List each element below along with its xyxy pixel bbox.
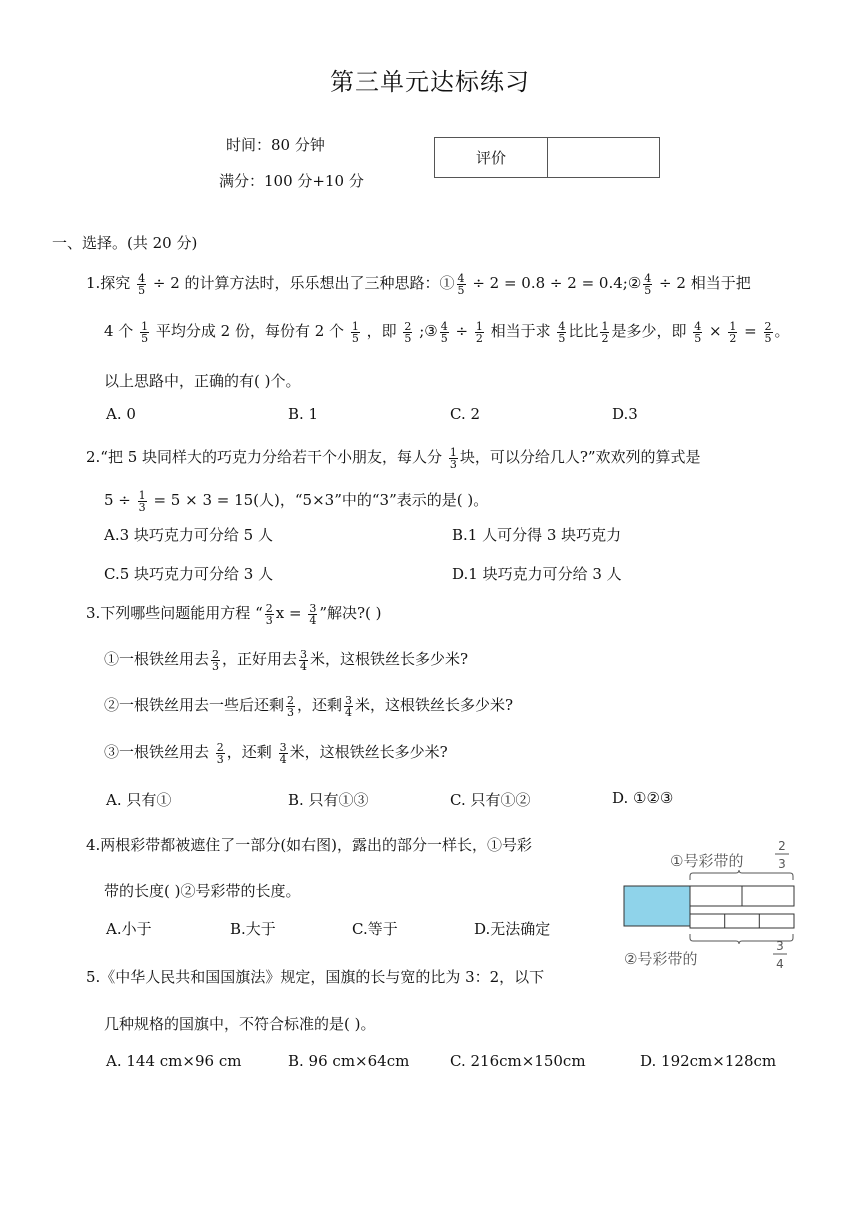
question-3-statement-3: ③一根铁丝用去 $\frac{2}{3}$ ，还剩 $\frac{3}{4}$ 米，这根铁丝长多少米? [104,740,448,766]
question-5-line-2: 几种规格的国旗中，不符合标准的是( )。 [104,1015,376,1033]
question-4-line-1: 4.两根彩带都被遮住了一部分(如右图)，露出的部分一样长，①号彩 [86,836,533,854]
ribbon-figure [620,838,800,988]
q2-option-d[interactable]: D.1 块巧克力可分给 3 人 [452,565,622,583]
question-1-line-3: 以上思路中，正确的有( )个。 [104,372,301,390]
question-3-statement-1: ①一根铁丝用去 $\frac{2}{3}$ ，正好用去 $\frac{3}{4}$ 米，这根铁丝长多少米? [104,647,469,673]
fraction: $\frac{4}{5}$ [457,271,465,297]
evaluation-table [434,137,660,178]
question-5-line-1: 5.《中华人民共和国国旗法》规定，国旗的长与宽的比为 3：2，以下 [86,968,545,986]
question-2-line-1: 2.“把 5 块同样大的巧克力分给若干个小朋友，每人分 $\frac{1}{3}$ 块，可以分给几人?”欢欢列的算式是 [86,445,701,471]
fraction: $\frac{1}{2}$ [601,319,609,345]
q1-option-d[interactable]: D.3 [612,405,638,423]
q4-option-d[interactable]: D.无法确定 [474,920,551,938]
fraction: $\frac{4}{5}$ [138,271,146,297]
fraction: $\frac{1}{3}$ [449,445,457,471]
q1-option-b[interactable]: B. 1 [288,405,319,423]
question-4-line-2: 带的长度( )②号彩带的长度。 [104,882,301,900]
fraction: $\frac{1}{2}$ [475,319,483,345]
question-1-line-2: 4 个 $\frac{1}{5}$ 平均分成 2 份，每份有 2 个 $\frac{1}{5}$ ，即 $\frac{2}{5}$ ;③ $\frac{4}{5}$ ÷ $\frac{1}{2}$ 相当于求 $\frac{4}{5}$ 比比 $\frac{1}{2}$ 是多少，即 $\frac{4}{5}$ × $\frac{1}{2}$ = $\frac{2}{5}$ 。 [104,319,790,345]
fraction: $\frac{1}{5}$ [141,319,149,345]
question-3-line-1: 3.下列哪些问题能用方程 “ $\frac{2}{3}$ x = $\frac{3}{4}$ ”解决?( ) [86,601,382,627]
q4-option-a[interactable]: A.小于 [106,920,152,938]
cover-block [624,886,690,926]
q1-option-c[interactable]: C. 2 [450,405,481,423]
ribbon-1-brace [690,870,793,880]
q3-option-b[interactable]: B. 只有①③ [288,791,369,809]
fraction: $\frac{2}{3}$ [287,693,295,719]
q4-option-b[interactable]: B.大于 [230,920,276,938]
fraction: $\frac{2}{5}$ [764,319,772,345]
fraction: $\frac{4}{5}$ [558,319,566,345]
ribbon-1-fraction-den: 3 [778,857,786,871]
ribbon-2 [690,914,794,928]
q3-option-c[interactable]: C. 只有①② [450,791,531,809]
time-info: 时间：80 分钟 [226,136,325,154]
fraction: $\frac{3}{4}$ [309,601,317,627]
q5-option-d[interactable]: D. 192cm×128cm [640,1052,777,1070]
question-1-line-1: 1.探究 $\frac{4}{5}$ ÷ 2 的计算方法时，乐乐想出了三种思路：① $\frac{4}{5}$ ÷ 2 = 0.8 ÷ 2 = 0.4;② $\frac{4}{5}$ ÷ 2 相当于把 [86,271,751,297]
fraction: $\frac{2}{5}$ [404,319,412,345]
fraction: $\frac{4}{5}$ [694,319,702,345]
ribbon-1-fraction-num: 2 [778,839,786,853]
fraction: $\frac{1}{2}$ [729,319,737,345]
q1-option-a[interactable]: A. 0 [106,405,136,423]
fraction: $\frac{2}{3}$ [216,740,224,766]
q4-option-c[interactable]: C.等于 [352,920,398,938]
q3-option-a[interactable]: A. 只有① [106,791,172,809]
fraction: $\frac{2}{3}$ [265,601,273,627]
section-heading: 一、选择。(共 20 分) [52,234,198,252]
score-info: 满分：100 分+10 分 [219,172,364,190]
fraction: $\frac{1}{5}$ [351,319,359,345]
q2-option-b[interactable]: B.1 人可分得 3 块巧克力 [452,526,622,544]
q5-option-b[interactable]: B. 96 cm×64cm [288,1052,410,1070]
ribbon-2-label: ②号彩带的 [624,950,698,968]
q5-option-a[interactable]: A. 144 cm×96 cm [106,1052,242,1070]
page-title: 第三单元达标练习 [330,68,530,96]
fraction: $\frac{4}{5}$ [644,271,652,297]
q2-option-c[interactable]: C.5 块巧克力可分给 3 人 [104,565,274,583]
q3-option-d[interactable]: D. ①②③ [612,789,674,807]
evaluation-value[interactable] [548,138,659,177]
q5-option-c[interactable]: C. 216cm×150cm [450,1052,586,1070]
ribbon-1-label: ①号彩带的 [670,852,744,870]
fraction: $\frac{3}{4}$ [300,647,308,673]
ribbon-2-fraction-num: 3 [776,939,784,953]
q2-option-a[interactable]: A.3 块巧克力可分给 5 人 [104,526,273,544]
evaluation-label: 评价 [435,138,548,177]
question-3-statement-2: ②一根铁丝用去一些后还剩 $\frac{2}{3}$ ，还剩 $\frac{3}{4}$ 米，这根铁丝长多少米? [104,693,514,719]
fraction: $\frac{2}{3}$ [212,647,220,673]
fraction: $\frac{3}{4}$ [345,693,353,719]
fraction: $\frac{4}{5}$ [440,319,448,345]
ribbon-2-fraction-den: 4 [776,957,784,971]
fraction: $\frac{1}{3}$ [138,488,146,514]
fraction: $\frac{3}{4}$ [279,740,287,766]
question-2-line-2: 5 ÷ $\frac{1}{3}$ = 5 × 3 = 15(人)，“5×3”中的“3”表示的是( )。 [104,488,489,514]
